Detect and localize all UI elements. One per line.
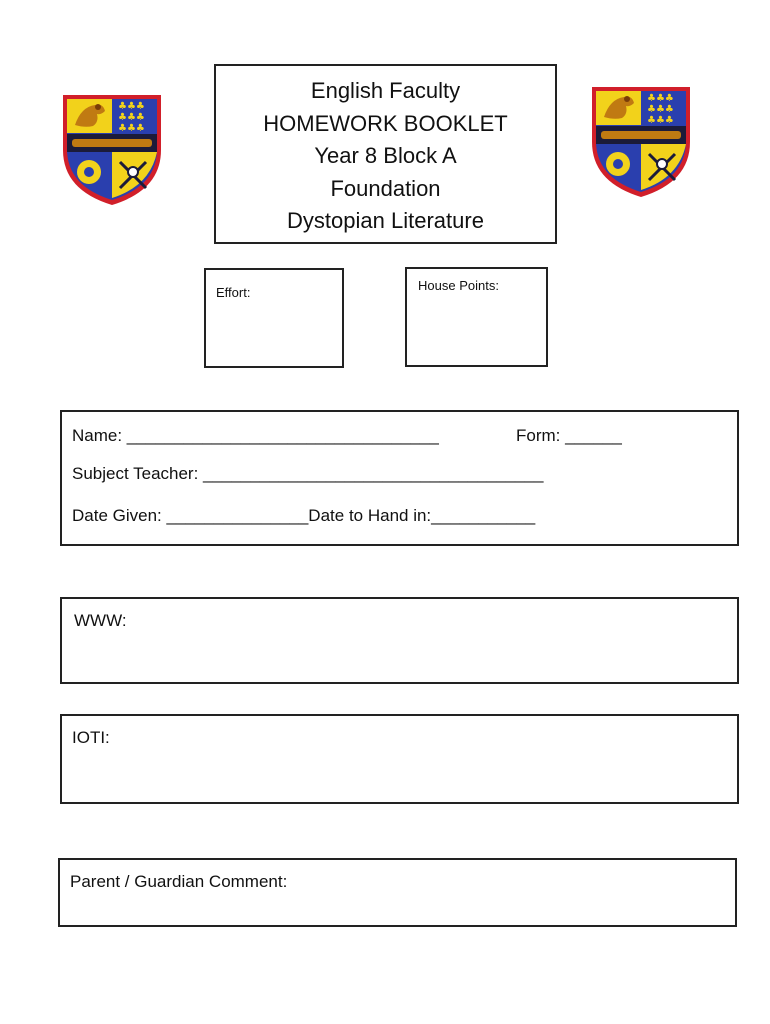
svg-text:♣♣♣: ♣♣♣ (647, 104, 674, 115)
date-fields[interactable]: Date Given: _______________Date to Hand in:___________ (72, 506, 536, 525)
www-label: WWW: (74, 611, 127, 630)
effort-box[interactable] (204, 268, 344, 368)
svg-text:♣♣♣: ♣♣♣ (118, 112, 145, 123)
ioti-box[interactable] (60, 714, 739, 804)
parent-guardian-label: Parent / Guardian Comment: (70, 872, 288, 891)
topic: Dystopian Literature (287, 208, 484, 233)
house-points-label: House Points: (418, 278, 499, 293)
school-crest-right (589, 84, 693, 200)
svg-text:♣♣♣: ♣♣♣ (118, 123, 145, 134)
school-crest-left (60, 92, 164, 208)
parent-guardian-comment-box[interactable] (58, 858, 737, 927)
ioti-label: IOTI: (72, 728, 110, 747)
svg-text:♣♣♣: ♣♣♣ (118, 101, 145, 112)
name-field[interactable]: Name: _________________________________ (72, 426, 439, 445)
student-details-box (60, 410, 739, 546)
level: Foundation (330, 175, 441, 201)
title-box (214, 64, 557, 244)
house-points-box[interactable] (405, 267, 548, 367)
svg-text:♣♣♣: ♣♣♣ (647, 115, 674, 126)
subject-teacher-field[interactable]: Subject Teacher: ____________________________________ (72, 464, 544, 483)
effort-label: Effort: (216, 285, 251, 300)
faculty-title: English Faculty (310, 78, 461, 103)
booklet-title: HOMEWORK BOOKLET (263, 110, 508, 136)
year-block: Year 8 Block A (314, 143, 457, 168)
form-field[interactable]: Form: ______ (516, 426, 622, 445)
svg-text:♣♣♣: ♣♣♣ (647, 93, 674, 104)
www-box[interactable] (60, 597, 739, 684)
